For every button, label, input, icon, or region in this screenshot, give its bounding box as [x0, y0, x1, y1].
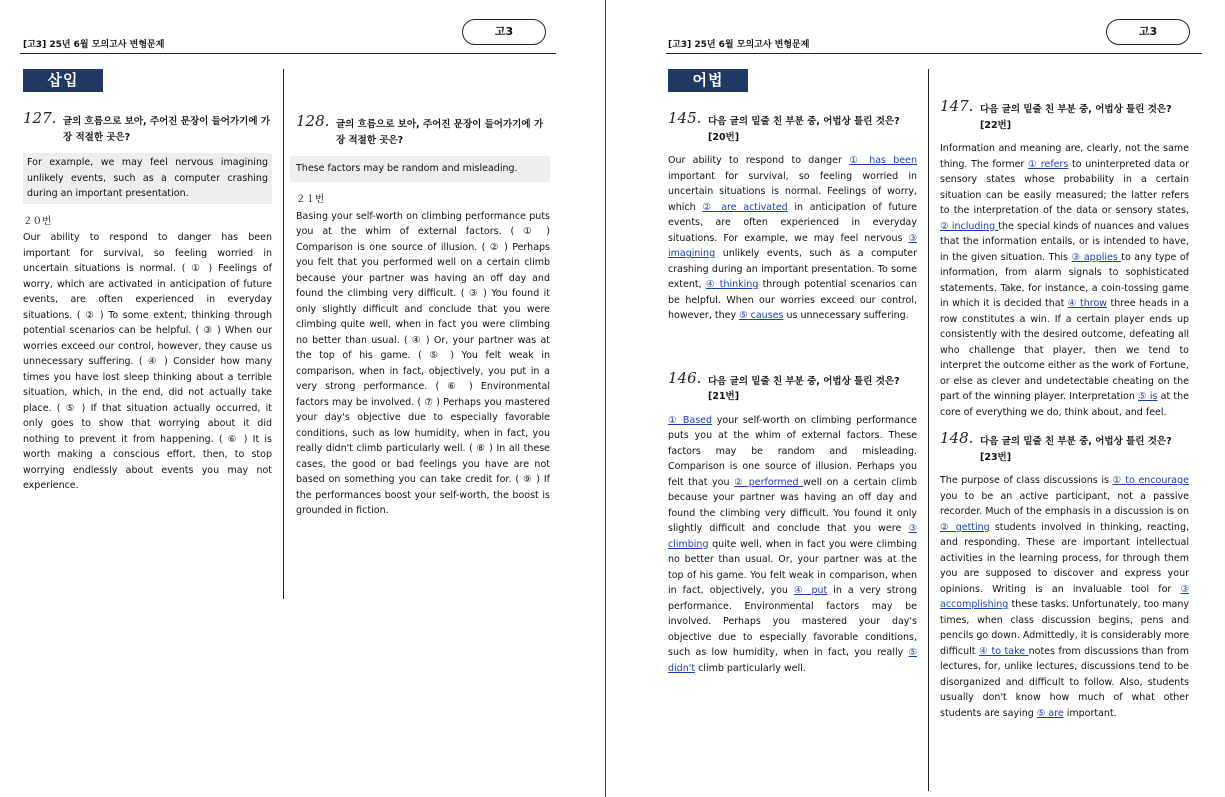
column-divider: [283, 69, 284, 599]
question-source: [20번]: [708, 131, 740, 143]
underlined-choice-1: ① has been: [849, 155, 917, 166]
question-source: [23번]: [980, 451, 1012, 463]
given-sentence: For example, we may feel nervous imagining unlikely events, such as a computer crashing during an important presentation.: [27, 157, 268, 199]
grade-badge: 고3: [462, 19, 546, 45]
header-rule: [666, 53, 1202, 54]
underlined-choice-4: ④ thinking: [705, 279, 759, 290]
underlined-choice-3: ③ accomplishing: [940, 583, 1189, 610]
question-147-head: [940, 97, 1189, 133]
underlined-choice-3: ③ applies: [1071, 251, 1122, 263]
underlined-choice-4: ④ put: [793, 585, 828, 596]
question-number: 146.: [668, 368, 702, 387]
question-prompt: 다음 글의 밑줄 친 부분 중, 어법상 틀린 것은?: [980, 104, 1172, 115]
question-prompt: 다음 글의 밑줄 친 부분 중, 어법상 틀린 것은?: [980, 436, 1172, 447]
passage-number: ２０번: [23, 215, 52, 227]
question-source: [21번]: [708, 391, 740, 402]
question-128: [296, 112, 550, 519]
underlined-choice-5: ⑤ are: [1036, 707, 1064, 719]
underlined-choice-3: ③ climbing: [668, 523, 917, 550]
underlined-choice-5: ⑤ is: [1138, 391, 1158, 402]
section-badge: 삽입: [23, 69, 103, 92]
header-label: [고3] 25년 6월 모의고사 변형문제: [23, 40, 165, 50]
underlined-choice-2: ② performed: [734, 476, 804, 488]
given-sentence-box: [23, 153, 272, 204]
grammar-column-left: [668, 109, 917, 676]
grammar-column-right: [940, 97, 1190, 721]
given-sentence-box: [290, 156, 550, 182]
right-page: [606, 0, 1225, 797]
question-number: 127.: [23, 109, 57, 127]
passage-text: Basing your self-worth on climbing performance puts you at the whim of external factors. ( ① ) Comparison is one source of illusion. ( ② ) Perhaps you felt that you performed well on a certain climb because your partner was having an off day and found the climbing very difficult. ( ③ ) You found it only slightly difficult and conclude that you were climbing quite well, when in fact you were climbing no better than usual. ( ④ ) Or, your partner was at the top of his game. ( ⑤ ) You felt weak in comparison, when in fact, objectively, you put in a very strong performance. ( ⑥ ) Environmental factors may be involved. ( ⑦ ) Perhaps you mastered your day's objective due to especially favorable conditions, such as low humidity, when in fact, you really didn't climb particularly well. ( ⑧ ) In all these cases, the good or bad feelings you have are not based on something you can take credit for. ( ⑨ ) If the performances boost your self-worth, the boost is grounded in fiction.: [296, 210, 550, 516]
question-prompt: 다음 글의 밑줄 친 부분 중, 어법상 틀린 것은?: [708, 375, 900, 387]
question-number: 147.: [940, 97, 974, 115]
question-prompt: 글의 흐름으로 보아, 주어진 문장이 들어가기에 가장 적절한 곳은?: [63, 116, 270, 143]
question-127: [23, 109, 272, 494]
left-page: [0, 0, 605, 797]
given-sentence: These factors may be random and misleading.: [296, 163, 518, 174]
underlined-choice-4: ④ throw: [1067, 298, 1108, 309]
underlined-choice-2: ② are activated: [702, 201, 788, 213]
underlined-choice-2: ② including: [940, 220, 999, 232]
question-source: [22번]: [980, 119, 1012, 131]
question-146-head: [668, 368, 917, 405]
underlined-choice-1: ① to encourage: [1112, 475, 1189, 486]
column-divider: [928, 69, 929, 791]
question-prompt: 글의 흐름으로 보아, 주어진 문장이 들어가기에 가장 적절한 곳은?: [336, 119, 543, 146]
passage-148: The purpose of class discussions is ① to encourage you to be an active participant, not a passive recorder. Much of the emphasis in a discussion is on ② getting students involved in thinking, reacting, and responding. These are important intellectual activities in the learning process, for through them you are supposed to discover and express your opinions. Writing is an invaluable tool for ③ accomplishing these tasks. Unfortunately, too many times, when class discussion begins, pens and pencils go down. Admittedly, it is considerably more difficult ④ to take notes from discussions than from lectures, for, unlike lectures, discussions tend to be disorganized and difficult to follow. Also, students usually don't know how much of what other students are saying ⑤ are important.: [940, 475, 1190, 719]
underlined-choice-5: ⑤ causes: [739, 310, 784, 321]
underlined-choice-3: ③ imagining: [668, 232, 917, 259]
question-number: 148.: [940, 429, 974, 447]
header-rule: [20, 53, 556, 54]
underlined-choice-5: ⑤ didn't: [668, 647, 917, 674]
passage-number: ２１번: [296, 194, 325, 205]
header-label: [고3] 25년 6월 모의고사 변형문제: [668, 40, 810, 50]
passage-145: Our ability to respond to danger ① has been important for survival, so feeling worried in uncertain situations is normal. Feelings of worry, which ② are activated in anticipation of future events, are often experienced in everyday situations. For example, we may feel nervous ③ imagining unlikely events, such as a computer crashing during an important presentation. To some extent, ④ thinking through potential scenarios can be helpful. When our worries exceed our control, however, they ⑤ causes us unnecessary suffering.: [668, 155, 917, 321]
underlined-choice-1: ① refers: [1027, 158, 1069, 170]
passage-147: Information and meaning are, clearly, not the same thing. The former ① refers to uninterpreted data or sensory states whose probability in a certain situation can be easily measured; the latter refers to the interpretation of the data or sensory states, ② including the special kinds of nuances and values that the information entails, or is intended to have, in the given situation. This ③ applies to any type of information, from alarm signals to sophisticated statements. Take, for instance, a coin-tossing game in which it is decided that ④ throw three heads in a row constitutes a win. If a certain player ends up consistently with the desired outcome, defeating all who challenge that player, then we tend to interpret the outcome either as the work of Fortune, or else as clever and undetectable cheating on the part of the winning player. Interpretation ⑤ is at the core of everything we do, think about, and feel.: [940, 143, 1189, 418]
passage-146: ① Based your self-worth on climbing performance puts you at the whim of external factors. These factors may be random and misleading. Comparison is one source of illusion. Perhaps you felt that you ② performed well on a certain climb because your partner was having an off day and found the climbing very difficult. You found it only slightly difficult and conclude that you were ③ climbing quite well, when in fact you were climbing no better than usual. Or, your partner was at the top of his game. You felt weak in comparison, when in fact, objectively, you ④ put in a very strong performance. Environmental factors may be involved. Perhaps you mastered your day's objective due to especially favorable conditions, such as low humidity, when in fact, you really ⑤ didn't climb particularly well.: [668, 414, 917, 674]
question-145-head: [668, 109, 917, 145]
underlined-choice-2: ② getting: [940, 521, 990, 533]
grade-badge: 고3: [1106, 19, 1190, 45]
question-number: 145.: [668, 109, 702, 127]
passage-text: Our ability to respond to danger has been important for survival, so feeling worried in uncertain situations is normal. ( ① ) Feelings of worry, which are activated in anticipation of future events, are often experienced in everyday situations. ( ② ) To some extent, thinking through potential scenarios can be helpful. ( ③ ) When our worries exceed our control, however, they cause us unnecessary suffering. ( ④ ) Consider how many times you have lost sleep thinking about a terrible situation, which, in the end, did not actually take place. ( ⑤ ) If that situation actually occurred, it only goes to show that worrying about it did nothing to prevent it from happening. ( ⑥ ) It is worth making a conscious effort, then, to stop worrying endlessly about events you may not experience.: [23, 232, 272, 491]
underlined-choice-1: ① Based: [668, 414, 713, 426]
question-prompt: 다음 글의 밑줄 친 부분 중, 어법상 틀린 것은?: [708, 116, 900, 127]
underlined-choice-4: ④ to take: [978, 645, 1029, 657]
question-148-head: [940, 429, 1189, 465]
question-number: 128.: [296, 112, 330, 130]
section-badge: 어법: [668, 69, 748, 92]
